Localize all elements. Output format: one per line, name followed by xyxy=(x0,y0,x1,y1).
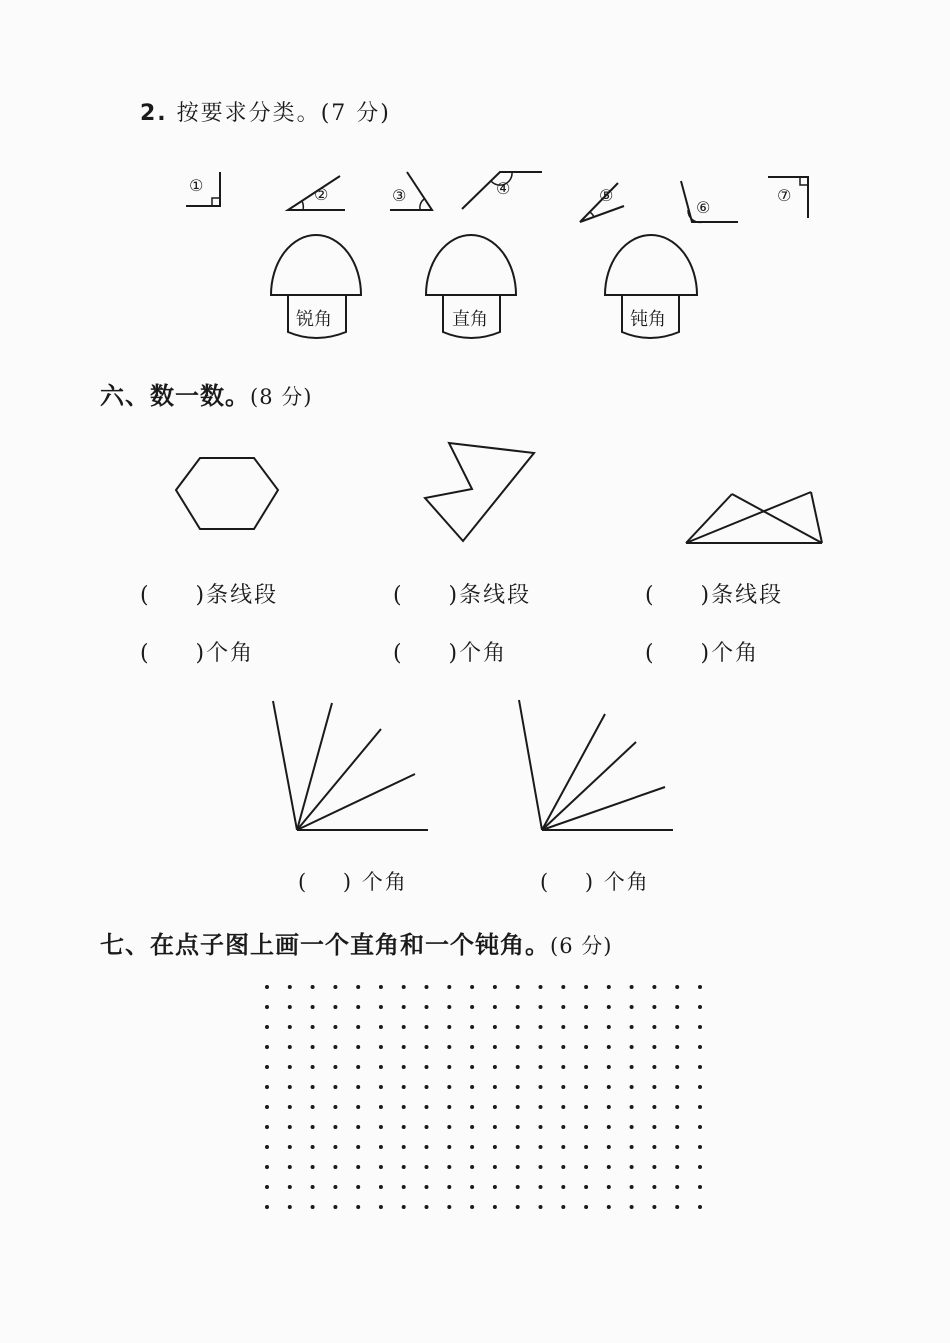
grid-dot[interactable] xyxy=(288,1085,292,1089)
grid-dot[interactable] xyxy=(402,1005,406,1009)
grid-dot[interactable] xyxy=(288,1005,292,1009)
grid-dot[interactable] xyxy=(539,1125,543,1129)
section-6-title xyxy=(100,376,312,411)
grid-dot[interactable] xyxy=(425,1125,429,1129)
grid-dot[interactable] xyxy=(402,1145,406,1149)
bin-label-acute: 锐角 xyxy=(296,309,332,330)
grid-dot[interactable] xyxy=(333,1085,337,1089)
grid-dot[interactable] xyxy=(539,1205,543,1209)
grid-dot[interactable] xyxy=(561,1065,565,1069)
grid-dot[interactable] xyxy=(470,1065,474,1069)
grid-dot[interactable] xyxy=(516,985,520,989)
grid-dot[interactable] xyxy=(516,1185,520,1189)
grid-dot[interactable] xyxy=(379,1085,383,1089)
grid-dot[interactable] xyxy=(539,1165,543,1169)
grid-dot[interactable] xyxy=(311,1025,315,1029)
grid-dot[interactable] xyxy=(675,985,679,989)
grid-dot[interactable] xyxy=(584,1085,588,1089)
grid-dot[interactable] xyxy=(333,1205,337,1209)
grid-dot[interactable] xyxy=(607,1125,611,1129)
grid-dot[interactable] xyxy=(402,1205,406,1209)
grid-dot[interactable] xyxy=(356,1045,360,1049)
grid-dot[interactable] xyxy=(516,1045,520,1049)
grid-dot[interactable] xyxy=(493,1205,497,1209)
grid-dot[interactable] xyxy=(698,1045,702,1049)
grid-dot[interactable] xyxy=(539,985,543,989)
grid-dot[interactable] xyxy=(402,1165,406,1169)
grid-dot[interactable] xyxy=(447,1005,451,1009)
grid-dot[interactable] xyxy=(539,1105,543,1109)
grid-dot[interactable] xyxy=(516,1105,520,1109)
grid-dot[interactable] xyxy=(675,1105,679,1109)
grid-dot[interactable] xyxy=(447,1105,451,1109)
grid-dot[interactable] xyxy=(379,1065,383,1069)
grid-dot[interactable] xyxy=(652,1065,656,1069)
grid-dot[interactable] xyxy=(288,1045,292,1049)
grid-dot[interactable] xyxy=(561,1145,565,1149)
grid-dot[interactable] xyxy=(561,985,565,989)
grid-dot[interactable] xyxy=(311,985,315,989)
grid-dot[interactable] xyxy=(516,1065,520,1069)
grid-dot[interactable] xyxy=(539,1025,543,1029)
grid-dot[interactable] xyxy=(698,1125,702,1129)
grid-dot[interactable] xyxy=(265,1025,269,1029)
grid-dot[interactable] xyxy=(447,1045,451,1049)
grid-dot[interactable] xyxy=(311,1005,315,1009)
grid-dot[interactable] xyxy=(539,1145,543,1149)
grid-dot[interactable] xyxy=(652,1165,656,1169)
grid-dot[interactable] xyxy=(652,1105,656,1109)
grid-dot[interactable] xyxy=(516,1145,520,1149)
grid-dot[interactable] xyxy=(311,1065,315,1069)
grid-dot[interactable] xyxy=(516,1205,520,1209)
grid-dot[interactable] xyxy=(447,1125,451,1129)
grid-dot[interactable] xyxy=(675,1145,679,1149)
grid-dot[interactable] xyxy=(607,1205,611,1209)
grid-dot[interactable] xyxy=(675,1025,679,1029)
grid-dot[interactable] xyxy=(333,1065,337,1069)
grid-dot[interactable] xyxy=(470,1085,474,1089)
grid-dot[interactable] xyxy=(425,1185,429,1189)
grid-dot[interactable] xyxy=(379,1205,383,1209)
grid-dot[interactable] xyxy=(470,1025,474,1029)
grid-dot[interactable] xyxy=(425,1145,429,1149)
grid-dot[interactable] xyxy=(561,1205,565,1209)
grid-dot[interactable] xyxy=(333,1145,337,1149)
grid-dot[interactable] xyxy=(493,1065,497,1069)
grid-dot[interactable] xyxy=(447,1025,451,1029)
grid-dot[interactable] xyxy=(425,1025,429,1029)
section-7-points: (6 分) xyxy=(550,934,613,958)
grid-dot[interactable] xyxy=(288,1025,292,1029)
grid-dot[interactable] xyxy=(584,1185,588,1189)
grid-dot[interactable] xyxy=(379,1025,383,1029)
grid-dot[interactable] xyxy=(584,1145,588,1149)
grid-dot[interactable] xyxy=(493,985,497,989)
zigzag-segments-blank[interactable]: ( )条线段 xyxy=(393,583,532,608)
grid-dot[interactable] xyxy=(470,1145,474,1149)
grid-dot[interactable] xyxy=(288,1065,292,1069)
section-7-text: 七、在点子图上画一个直角和一个钝角。 xyxy=(100,931,550,959)
triangles-figure xyxy=(686,492,822,543)
grid-dot[interactable] xyxy=(265,1165,269,1169)
grid-dot[interactable] xyxy=(379,1185,383,1189)
grid-dot[interactable] xyxy=(698,1005,702,1009)
grid-dot[interactable] xyxy=(561,1125,565,1129)
fan-right-angles-blank[interactable]: ( ) 个角 xyxy=(540,870,650,894)
grid-dot[interactable] xyxy=(265,1205,269,1209)
question-text: 按要求分类。 xyxy=(176,101,321,126)
grid-dot[interactable] xyxy=(652,1205,656,1209)
grid-dot[interactable] xyxy=(265,1005,269,1009)
grid-dot[interactable] xyxy=(584,1045,588,1049)
grid-dot[interactable] xyxy=(630,1185,634,1189)
grid-dot[interactable] xyxy=(675,1005,679,1009)
grid-dot[interactable] xyxy=(356,1145,360,1149)
grid-dot[interactable] xyxy=(698,1085,702,1089)
grid-dot[interactable] xyxy=(265,1105,269,1109)
grid-dot[interactable] xyxy=(356,1185,360,1189)
fan-left-angles-blank[interactable]: ( ) 个角 xyxy=(298,870,408,894)
grid-dot[interactable] xyxy=(288,1165,292,1169)
grid-dot[interactable] xyxy=(630,985,634,989)
grid-dot[interactable] xyxy=(630,1065,634,1069)
grid-dot[interactable] xyxy=(311,1105,315,1109)
grid-dot[interactable] xyxy=(584,1105,588,1109)
angle-label-3: ③ xyxy=(392,186,407,205)
grid-dot[interactable] xyxy=(630,1165,634,1169)
grid-dot[interactable] xyxy=(333,1105,337,1109)
grid-dot[interactable] xyxy=(356,1105,360,1109)
grid-dot[interactable] xyxy=(607,1085,611,1089)
grid-dot[interactable] xyxy=(607,1185,611,1189)
question-number: 2. xyxy=(140,101,168,126)
grid-dot[interactable] xyxy=(470,1185,474,1189)
grid-dot[interactable] xyxy=(379,1165,383,1169)
grid-dot[interactable] xyxy=(379,1105,383,1109)
grid-dot[interactable] xyxy=(652,1125,656,1129)
grid-dot[interactable] xyxy=(425,1045,429,1049)
grid-dot[interactable] xyxy=(356,1005,360,1009)
grid-dot[interactable] xyxy=(402,1045,406,1049)
grid-dot[interactable] xyxy=(516,1085,520,1089)
grid-dot[interactable] xyxy=(698,1025,702,1029)
grid-dot[interactable] xyxy=(333,1185,337,1189)
grid-dot[interactable] xyxy=(493,1045,497,1049)
grid-dot[interactable] xyxy=(288,1185,292,1189)
grid-dot[interactable] xyxy=(311,1165,315,1169)
grid-dot[interactable] xyxy=(493,1165,497,1169)
grid-dot[interactable] xyxy=(607,1105,611,1109)
grid-dot[interactable] xyxy=(698,985,702,989)
grid-dot[interactable] xyxy=(402,1105,406,1109)
grid-dot[interactable] xyxy=(607,1025,611,1029)
grid-dot[interactable] xyxy=(447,1085,451,1089)
zigzag-angles-blank[interactable]: ( )个角 xyxy=(393,641,508,666)
grid-dot[interactable] xyxy=(379,1125,383,1129)
zigzag-figure xyxy=(425,443,534,541)
grid-dot[interactable] xyxy=(402,1025,406,1029)
grid-dot[interactable] xyxy=(265,1065,269,1069)
ray-fan-right xyxy=(519,700,673,830)
grid-dot[interactable] xyxy=(607,985,611,989)
grid-dot[interactable] xyxy=(425,1165,429,1169)
grid-dot[interactable] xyxy=(265,1185,269,1189)
grid-dot[interactable] xyxy=(584,1125,588,1129)
grid-dot[interactable] xyxy=(470,1105,474,1109)
grid-dot[interactable] xyxy=(356,985,360,989)
grid-dot[interactable] xyxy=(584,1165,588,1169)
grid-dot[interactable] xyxy=(402,1065,406,1069)
grid-dot[interactable] xyxy=(652,1085,656,1089)
grid-dot[interactable] xyxy=(288,1145,292,1149)
grid-dot[interactable] xyxy=(425,1205,429,1209)
grid-dot[interactable] xyxy=(561,1085,565,1089)
grid-dot[interactable] xyxy=(675,1165,679,1169)
grid-dot[interactable] xyxy=(630,1105,634,1109)
angle-label-6: ⑥ xyxy=(696,198,711,217)
grid-dot[interactable] xyxy=(288,1205,292,1209)
grid-dot[interactable] xyxy=(630,1125,634,1129)
grid-dot[interactable] xyxy=(607,1045,611,1049)
hexagon-segments-blank[interactable]: ( )条线段 xyxy=(140,583,279,608)
grid-dot[interactable] xyxy=(447,985,451,989)
grid-dot[interactable] xyxy=(288,1105,292,1109)
grid-dot[interactable] xyxy=(584,1065,588,1069)
grid-dot[interactable] xyxy=(265,1085,269,1089)
grid-dot[interactable] xyxy=(470,1205,474,1209)
angle-label-1: ① xyxy=(189,176,204,195)
grid-dot[interactable] xyxy=(698,1105,702,1109)
grid-dot[interactable] xyxy=(493,1185,497,1189)
grid-dot[interactable] xyxy=(425,1085,429,1089)
grid-dot[interactable] xyxy=(493,1125,497,1129)
grid-dot[interactable] xyxy=(402,1125,406,1129)
grid-dot[interactable] xyxy=(561,1025,565,1029)
section-7-title xyxy=(100,925,612,960)
section-6-points: (8 分) xyxy=(250,385,313,409)
grid-dot[interactable] xyxy=(584,1005,588,1009)
grid-dot[interactable] xyxy=(630,1205,634,1209)
grid-dot[interactable] xyxy=(698,1185,702,1189)
grid-dot[interactable] xyxy=(425,1005,429,1009)
grid-dot[interactable] xyxy=(630,1085,634,1089)
grid-dot[interactable] xyxy=(516,1125,520,1129)
grid-dot[interactable] xyxy=(470,985,474,989)
grid-dot[interactable] xyxy=(539,1005,543,1009)
question-points: (7 分) xyxy=(320,101,391,126)
grid-dot[interactable] xyxy=(539,1065,543,1069)
grid-dot[interactable] xyxy=(607,1145,611,1149)
grid-dot[interactable] xyxy=(402,1185,406,1189)
grid-dot[interactable] xyxy=(447,1145,451,1149)
grid-dot[interactable] xyxy=(425,985,429,989)
grid-dot[interactable] xyxy=(493,1005,497,1009)
grid-dot[interactable] xyxy=(470,1125,474,1129)
triangles-segments-blank[interactable]: ( )条线段 xyxy=(645,583,784,608)
grid-dot[interactable] xyxy=(470,1045,474,1049)
angle-label-7: ⑦ xyxy=(777,186,792,205)
grid-dot[interactable] xyxy=(675,1045,679,1049)
grid-dot[interactable] xyxy=(333,1005,337,1009)
grid-dot[interactable] xyxy=(630,1025,634,1029)
hexagon-angles-blank[interactable]: ( )个角 xyxy=(140,641,255,666)
grid-dot[interactable] xyxy=(652,1045,656,1049)
grid-dot[interactable] xyxy=(607,1065,611,1069)
grid-dot[interactable] xyxy=(265,1125,269,1129)
grid-dot[interactable] xyxy=(333,1045,337,1049)
grid-dot[interactable] xyxy=(652,1005,656,1009)
grid-dot[interactable] xyxy=(516,1025,520,1029)
grid-dot[interactable] xyxy=(493,1145,497,1149)
grid-dot[interactable] xyxy=(311,1045,315,1049)
grid-dot[interactable] xyxy=(630,1045,634,1049)
grid-dot[interactable] xyxy=(561,1185,565,1189)
grid-dot[interactable] xyxy=(652,1145,656,1149)
grid-dot[interactable] xyxy=(447,1185,451,1189)
bin-label-obtuse: 钝角 xyxy=(630,309,666,330)
grid-dot[interactable] xyxy=(265,1045,269,1049)
grid-dot[interactable] xyxy=(311,1185,315,1189)
grid-dot[interactable] xyxy=(333,1125,337,1129)
grid-dot[interactable] xyxy=(539,1185,543,1189)
grid-dot[interactable] xyxy=(493,1105,497,1109)
grid-dot[interactable] xyxy=(311,1205,315,1209)
grid-dot[interactable] xyxy=(584,1205,588,1209)
angle-label-2: ② xyxy=(314,185,329,204)
grid-dot[interactable] xyxy=(561,1165,565,1169)
ray-fan-left xyxy=(273,701,428,830)
grid-dot[interactable] xyxy=(447,1205,451,1209)
grid-dot[interactable] xyxy=(698,1165,702,1169)
grid-dot[interactable] xyxy=(698,1145,702,1149)
grid-dot[interactable] xyxy=(470,1165,474,1169)
grid-dot[interactable] xyxy=(698,1065,702,1069)
grid-dot[interactable] xyxy=(516,1005,520,1009)
grid-dot[interactable] xyxy=(425,1065,429,1069)
grid-dot[interactable] xyxy=(584,985,588,989)
bin-label-right: 直角 xyxy=(452,309,488,330)
grid-dot[interactable] xyxy=(311,1125,315,1129)
grid-dot[interactable] xyxy=(493,1085,497,1089)
grid-dot[interactable] xyxy=(265,1145,269,1149)
grid-dot[interactable] xyxy=(607,1005,611,1009)
grid-dot[interactable] xyxy=(539,1045,543,1049)
grid-dot[interactable] xyxy=(652,985,656,989)
grid-dot[interactable] xyxy=(402,1085,406,1089)
hexagon-figure xyxy=(176,458,278,529)
grid-dot[interactable] xyxy=(630,1145,634,1149)
grid-dot[interactable] xyxy=(333,1165,337,1169)
grid-dot[interactable] xyxy=(630,1005,634,1009)
grid-dot[interactable] xyxy=(356,1025,360,1029)
angle-label-5: ⑤ xyxy=(599,186,614,205)
grid-dot[interactable] xyxy=(402,985,406,989)
grid-dot[interactable] xyxy=(288,985,292,989)
grid-dot[interactable] xyxy=(493,1025,497,1029)
grid-dot[interactable] xyxy=(607,1165,611,1169)
grid-dot[interactable] xyxy=(379,1145,383,1149)
grid-dot[interactable] xyxy=(584,1025,588,1029)
grid-dot[interactable] xyxy=(652,1025,656,1029)
grid-dot[interactable] xyxy=(356,1085,360,1089)
grid-dot[interactable] xyxy=(333,1025,337,1029)
grid-dot[interactable] xyxy=(539,1085,543,1089)
grid-dot[interactable] xyxy=(288,1125,292,1129)
grid-dot[interactable] xyxy=(447,1065,451,1069)
grid-dot[interactable] xyxy=(379,1005,383,1009)
grid-dot[interactable] xyxy=(561,1045,565,1049)
grid-dot[interactable] xyxy=(356,1205,360,1209)
grid-dot[interactable] xyxy=(333,985,337,989)
grid-dot[interactable] xyxy=(447,1165,451,1169)
grid-dot[interactable] xyxy=(516,1165,520,1169)
grid-dot[interactable] xyxy=(675,1065,679,1069)
grid-dot[interactable] xyxy=(470,1005,474,1009)
dot-grid xyxy=(265,985,702,1209)
grid-dot[interactable] xyxy=(379,985,383,989)
angle-label-4: ④ xyxy=(496,179,511,198)
grid-dot[interactable] xyxy=(675,1205,679,1209)
grid-dot[interactable] xyxy=(652,1185,656,1189)
grid-dot[interactable] xyxy=(675,1125,679,1129)
grid-dot[interactable] xyxy=(561,1105,565,1109)
grid-dot[interactable] xyxy=(698,1205,702,1209)
grid-dot[interactable] xyxy=(561,1005,565,1009)
grid-dot[interactable] xyxy=(311,1145,315,1149)
grid-dot[interactable] xyxy=(311,1085,315,1089)
section-6-text: 六、数一数。 xyxy=(100,382,250,410)
grid-dot[interactable] xyxy=(675,1085,679,1089)
grid-dot[interactable] xyxy=(675,1185,679,1189)
triangles-angles-blank[interactable]: ( )个角 xyxy=(645,641,760,666)
grid-dot[interactable] xyxy=(356,1125,360,1129)
grid-dot[interactable] xyxy=(265,985,269,989)
grid-dot[interactable] xyxy=(356,1065,360,1069)
grid-dot[interactable] xyxy=(379,1045,383,1049)
grid-dot[interactable] xyxy=(356,1165,360,1169)
grid-dot[interactable] xyxy=(425,1105,429,1109)
